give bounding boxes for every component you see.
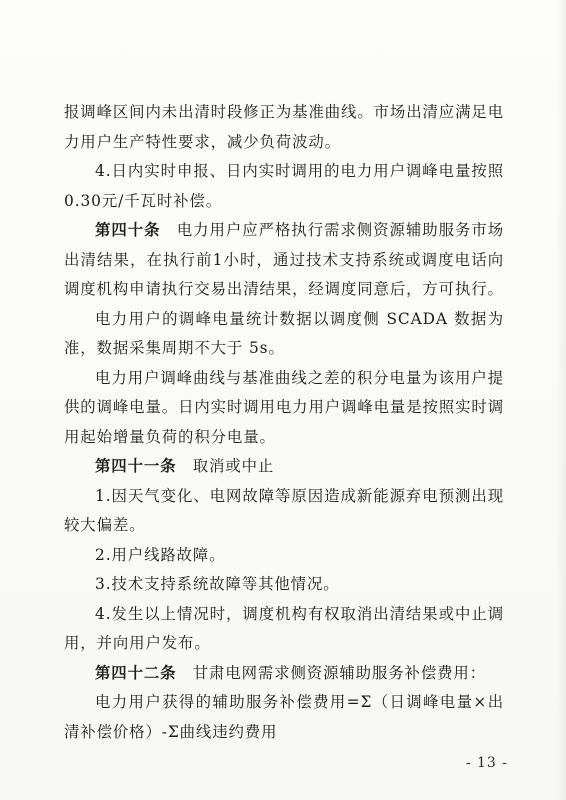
paragraph (64, 482, 504, 541)
paragraph (64, 98, 504, 157)
paragraph (64, 688, 504, 747)
paragraph-text: 2.用户线路故障。 (95, 545, 226, 564)
paragraph-text: 电力用户应严格执行需求侧资源辅助服务市场出清结果，在执行前1小时，通过技术支持系统或调度电话向调度机构申请执行交易出清结果，经调度同意后，方可执行。 (64, 221, 504, 298)
paragraph (64, 364, 504, 453)
paragraph-text: 甘肃电网需求侧资源辅助服务补偿费用： (176, 663, 486, 682)
paragraph-text: 报调峰区间内未出清时段修正为基准曲线。市场出清应满足电力用户生产特性要求，减少负荷波动。 (64, 103, 504, 151)
page-number: - 13 - (465, 755, 508, 771)
paragraph (64, 216, 504, 305)
paragraph (64, 570, 504, 600)
paragraph-text: 4.发生以上情况时，调度机构有权取消出清结果或中止调用，并向用户发布。 (64, 604, 504, 652)
paragraph-text: 电力用户的调峰电量统计数据以调度侧 SCADA 数据为准，数据采集周期不大于 5s。 (64, 309, 504, 357)
paragraph-text: 4.日内实时申报、日内实时调用的电力用户调峰电量按照0.30元/千瓦时补偿。 (64, 162, 504, 210)
body-text (64, 98, 504, 747)
paragraph (64, 157, 504, 216)
paragraph-text: 电力用户获得的辅助服务补偿费用=Σ（日调峰电量×出清补偿价格）-Σ曲线违约费用 (64, 693, 504, 741)
paragraph (64, 659, 504, 689)
article-heading: 第四十二条 (95, 663, 177, 682)
article-heading: 第四十一条 (95, 457, 177, 475)
paragraph (64, 600, 504, 659)
paragraph (64, 541, 504, 571)
paragraph-text: 3.技术支持系统故障等其他情况。 (95, 575, 340, 593)
paragraph-text: 取消或中止 (176, 457, 275, 475)
paragraph-text: 1.因天气变化、电网故障等原因造成新能源弃电预测出现较大偏差。 (64, 486, 504, 534)
paragraph-text: 电力用户调峰曲线与基准曲线之差的积分电量为该用户提供的调峰电量。日内实时调用电力用户调峰电量是按照实时调用起始增量负荷的积分电量。 (64, 368, 504, 446)
paragraph (64, 305, 504, 364)
article-heading: 第四十条 (95, 221, 161, 239)
paragraph (64, 452, 504, 482)
page-edge-shadow (556, 0, 566, 800)
